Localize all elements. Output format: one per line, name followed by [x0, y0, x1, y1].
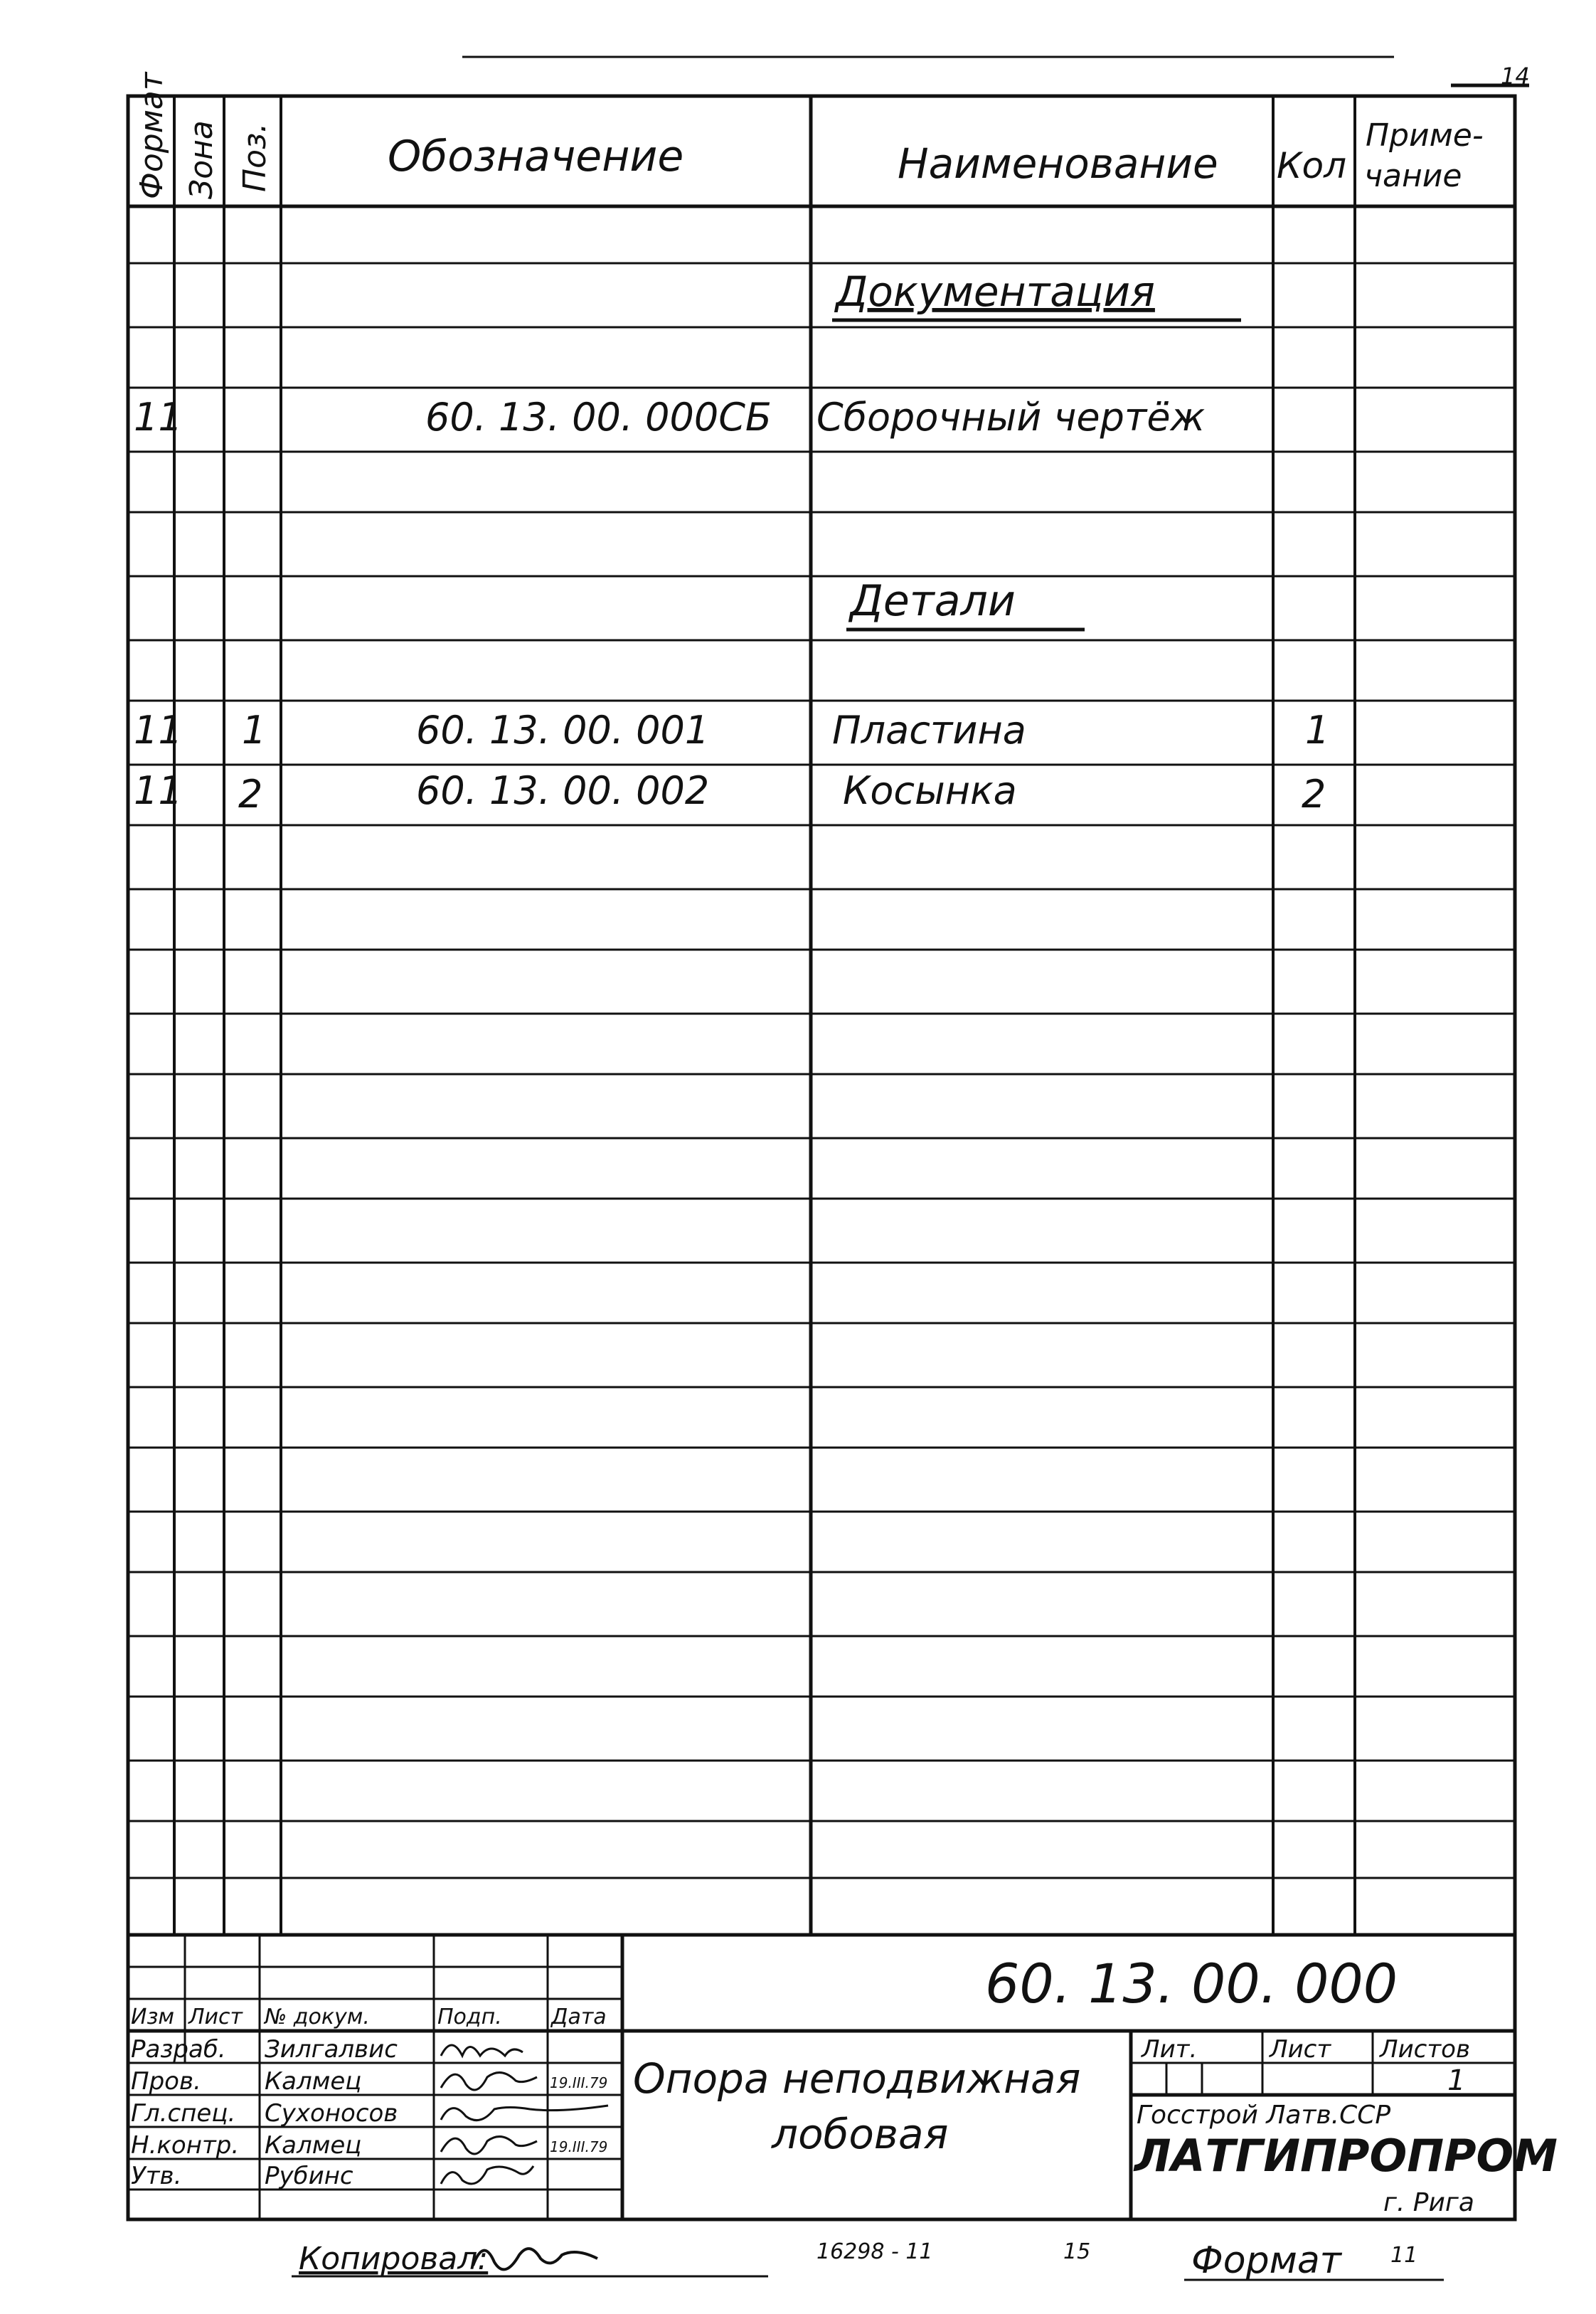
signatures — [441, 2045, 608, 2184]
header-format: Формат — [134, 72, 170, 199]
header-qty: Кол — [1277, 145, 1347, 186]
row-pos: 2 — [238, 772, 263, 817]
col-date: Дата — [551, 2005, 607, 2029]
signature-1 — [441, 2045, 523, 2056]
row-format: 11 — [134, 395, 183, 440]
org-line-1: Госстрой Латв.ССР — [1137, 2101, 1391, 2130]
page-number: 14 — [1501, 63, 1530, 90]
role-date: 19.III.79 — [550, 2138, 608, 2155]
role-label: Гл.спец. — [131, 2099, 236, 2128]
role-name: Рубинс — [265, 2162, 353, 2190]
drawing-frame — [128, 57, 1529, 2219]
footer — [292, 2239, 1444, 2282]
table-row — [134, 395, 1206, 440]
order-number: 16298 - 11 — [816, 2239, 933, 2264]
sheet-label: Лист — [1270, 2035, 1331, 2064]
col-sign: Подп. — [437, 2005, 502, 2029]
role-label: Пров. — [131, 2067, 201, 2096]
sheet-info — [1140, 2035, 1470, 2097]
header-note-1: Приме- — [1366, 117, 1484, 154]
row-qty: 1 — [1305, 708, 1330, 753]
row-designation: 60. 13. 00. 002 — [416, 768, 710, 813]
doc-number: 60. 13. 00. 000 — [985, 1952, 1398, 2015]
role-date: 19.III.79 — [550, 2074, 608, 2091]
signature-4 — [441, 2137, 537, 2154]
col-list: Лист — [188, 2005, 243, 2029]
role-name: Калмец — [265, 2131, 362, 2160]
signature-2 — [441, 2073, 537, 2090]
title-block-left-grid — [128, 1935, 622, 2219]
copier-signature — [473, 2249, 597, 2269]
role-name: Сухоносов — [265, 2099, 398, 2128]
row-format: 11 — [134, 708, 183, 753]
header-pos: Поз. — [237, 122, 273, 192]
title-line-2: лобовая — [772, 2110, 949, 2158]
row-designation: 60. 13. 00. 000СБ — [425, 395, 772, 440]
table-row — [134, 708, 1329, 753]
row-name: Косынка — [843, 768, 1017, 813]
col-doc: № докум. — [265, 2005, 370, 2029]
role-label: Н.контр. — [131, 2131, 240, 2160]
title-block-roles — [131, 2035, 607, 2190]
signature-3 — [441, 2106, 608, 2121]
header-name: Наименование — [898, 139, 1218, 188]
header-note-2: чание — [1364, 158, 1462, 194]
row-qty: 2 — [1302, 772, 1326, 817]
table-row — [134, 768, 1326, 817]
format-label: Формат — [1191, 2239, 1341, 2282]
row-pos: 1 — [242, 708, 267, 753]
title-line-1: Опора неподвижная — [633, 2054, 1081, 2103]
sheet-ref: 15 — [1063, 2239, 1091, 2264]
role-label: Разраб. — [131, 2035, 226, 2064]
signature-5 — [441, 2166, 533, 2184]
format-value: 11 — [1390, 2243, 1418, 2268]
sheets-label: Листов — [1380, 2035, 1471, 2064]
title-block-col-headers — [131, 2005, 607, 2029]
role-name: Калмец — [265, 2067, 362, 2096]
org-line-3: г. Рига — [1383, 2188, 1474, 2217]
row-format: 11 — [134, 768, 183, 813]
org-line-2: ЛАТГИПРОПРОМ — [1134, 2130, 1558, 2182]
row-name: Пластина — [832, 708, 1026, 753]
col-izm: Изм — [131, 2005, 175, 2029]
row-designation: 60. 13. 00. 001 — [416, 708, 710, 753]
section-documentation: Документация — [836, 267, 1155, 316]
sheets-value: 1 — [1447, 2064, 1466, 2097]
lit-label: Лит. — [1142, 2035, 1198, 2064]
header-rotated — [134, 71, 273, 199]
copied-label: Копировал: — [299, 2241, 489, 2277]
role-label: Утв. — [131, 2162, 182, 2190]
section-details: Детали — [850, 576, 1016, 626]
role-name: Зилгалвис — [265, 2035, 398, 2064]
header-designation: Обозначение — [388, 132, 684, 181]
row-name: Сборочный чертёж — [816, 395, 1206, 440]
organization — [1133, 2101, 1558, 2217]
header-zone: Зона — [183, 120, 220, 199]
row-lines — [128, 263, 1515, 1878]
